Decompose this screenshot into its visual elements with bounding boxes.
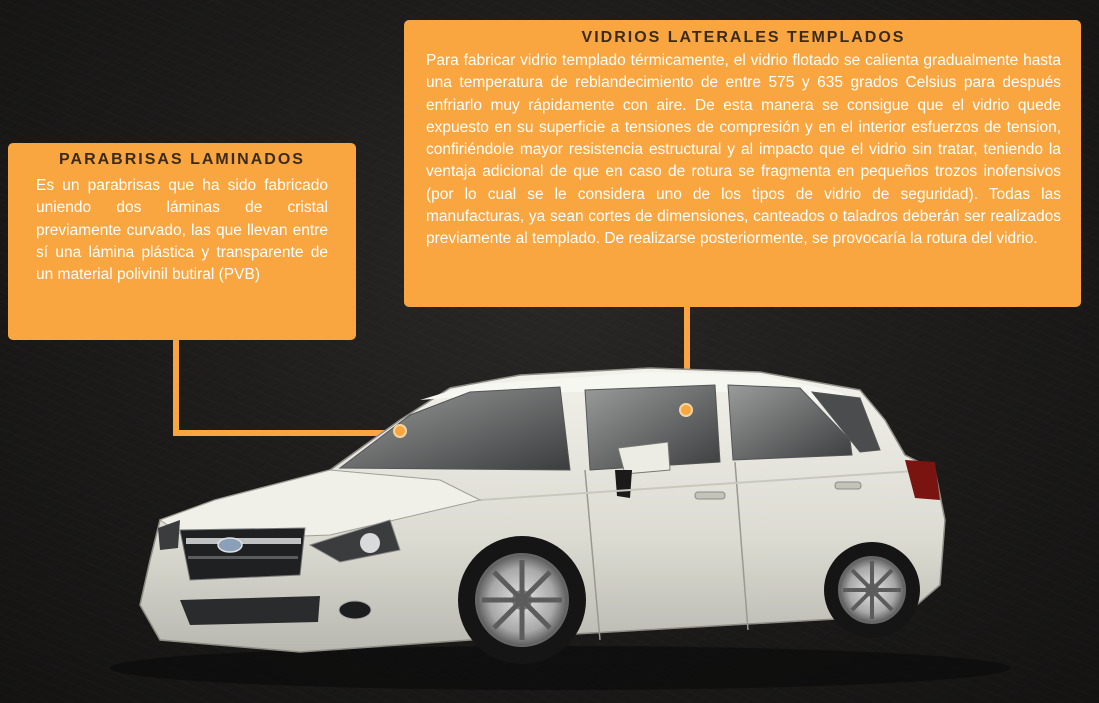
callout-body: Es un parabrisas que ha sido fabricado uniendo dos láminas de cristal previamente curvado, las que llevan entre sí una lámina plástica y transparente de un material polivinil butiral (PVB) — [36, 177, 328, 284]
callout-laminated-windshield — [8, 143, 356, 340]
callout-body: Para fabricar vidrio templado térmicamente, el vidrio flotado se calienta gradualmente hasta una temperatura de reblandecimiento de entre 575 y 635 grados Celsius para después enfriarlo muy rápidamente con aire. De esta manera se consigue que el vidrio quede expuesto en su superficie a tensiones de compresión y en el interior esfuerzos de tension, confiriéndole mayor resistencia estructural y al impacto que el vidrio sin tratar, teniendo la ventaja adicional de que en caso de rotura se fragmenta en pequeños trozos inofensivos (por lo cual se le considera uno de los tipos de vidrio de seguridad). Todas las manufacturas, ya sean cortes de dimensiones, canteados o taladros deberán ser realizados previamente al templado. De realizarse posteriormente, se provocaría la rotura del vidrio. — [426, 52, 1061, 248]
callout-tempered-side-windows — [404, 20, 1081, 307]
windshield-marker-dot — [393, 424, 407, 438]
callout-title: PARABRISAS LAMINADOS — [59, 151, 305, 168]
callout-title: VIDRIOS LATERALES TEMPLADOS — [581, 29, 906, 46]
side-window-marker-dot — [679, 403, 693, 417]
